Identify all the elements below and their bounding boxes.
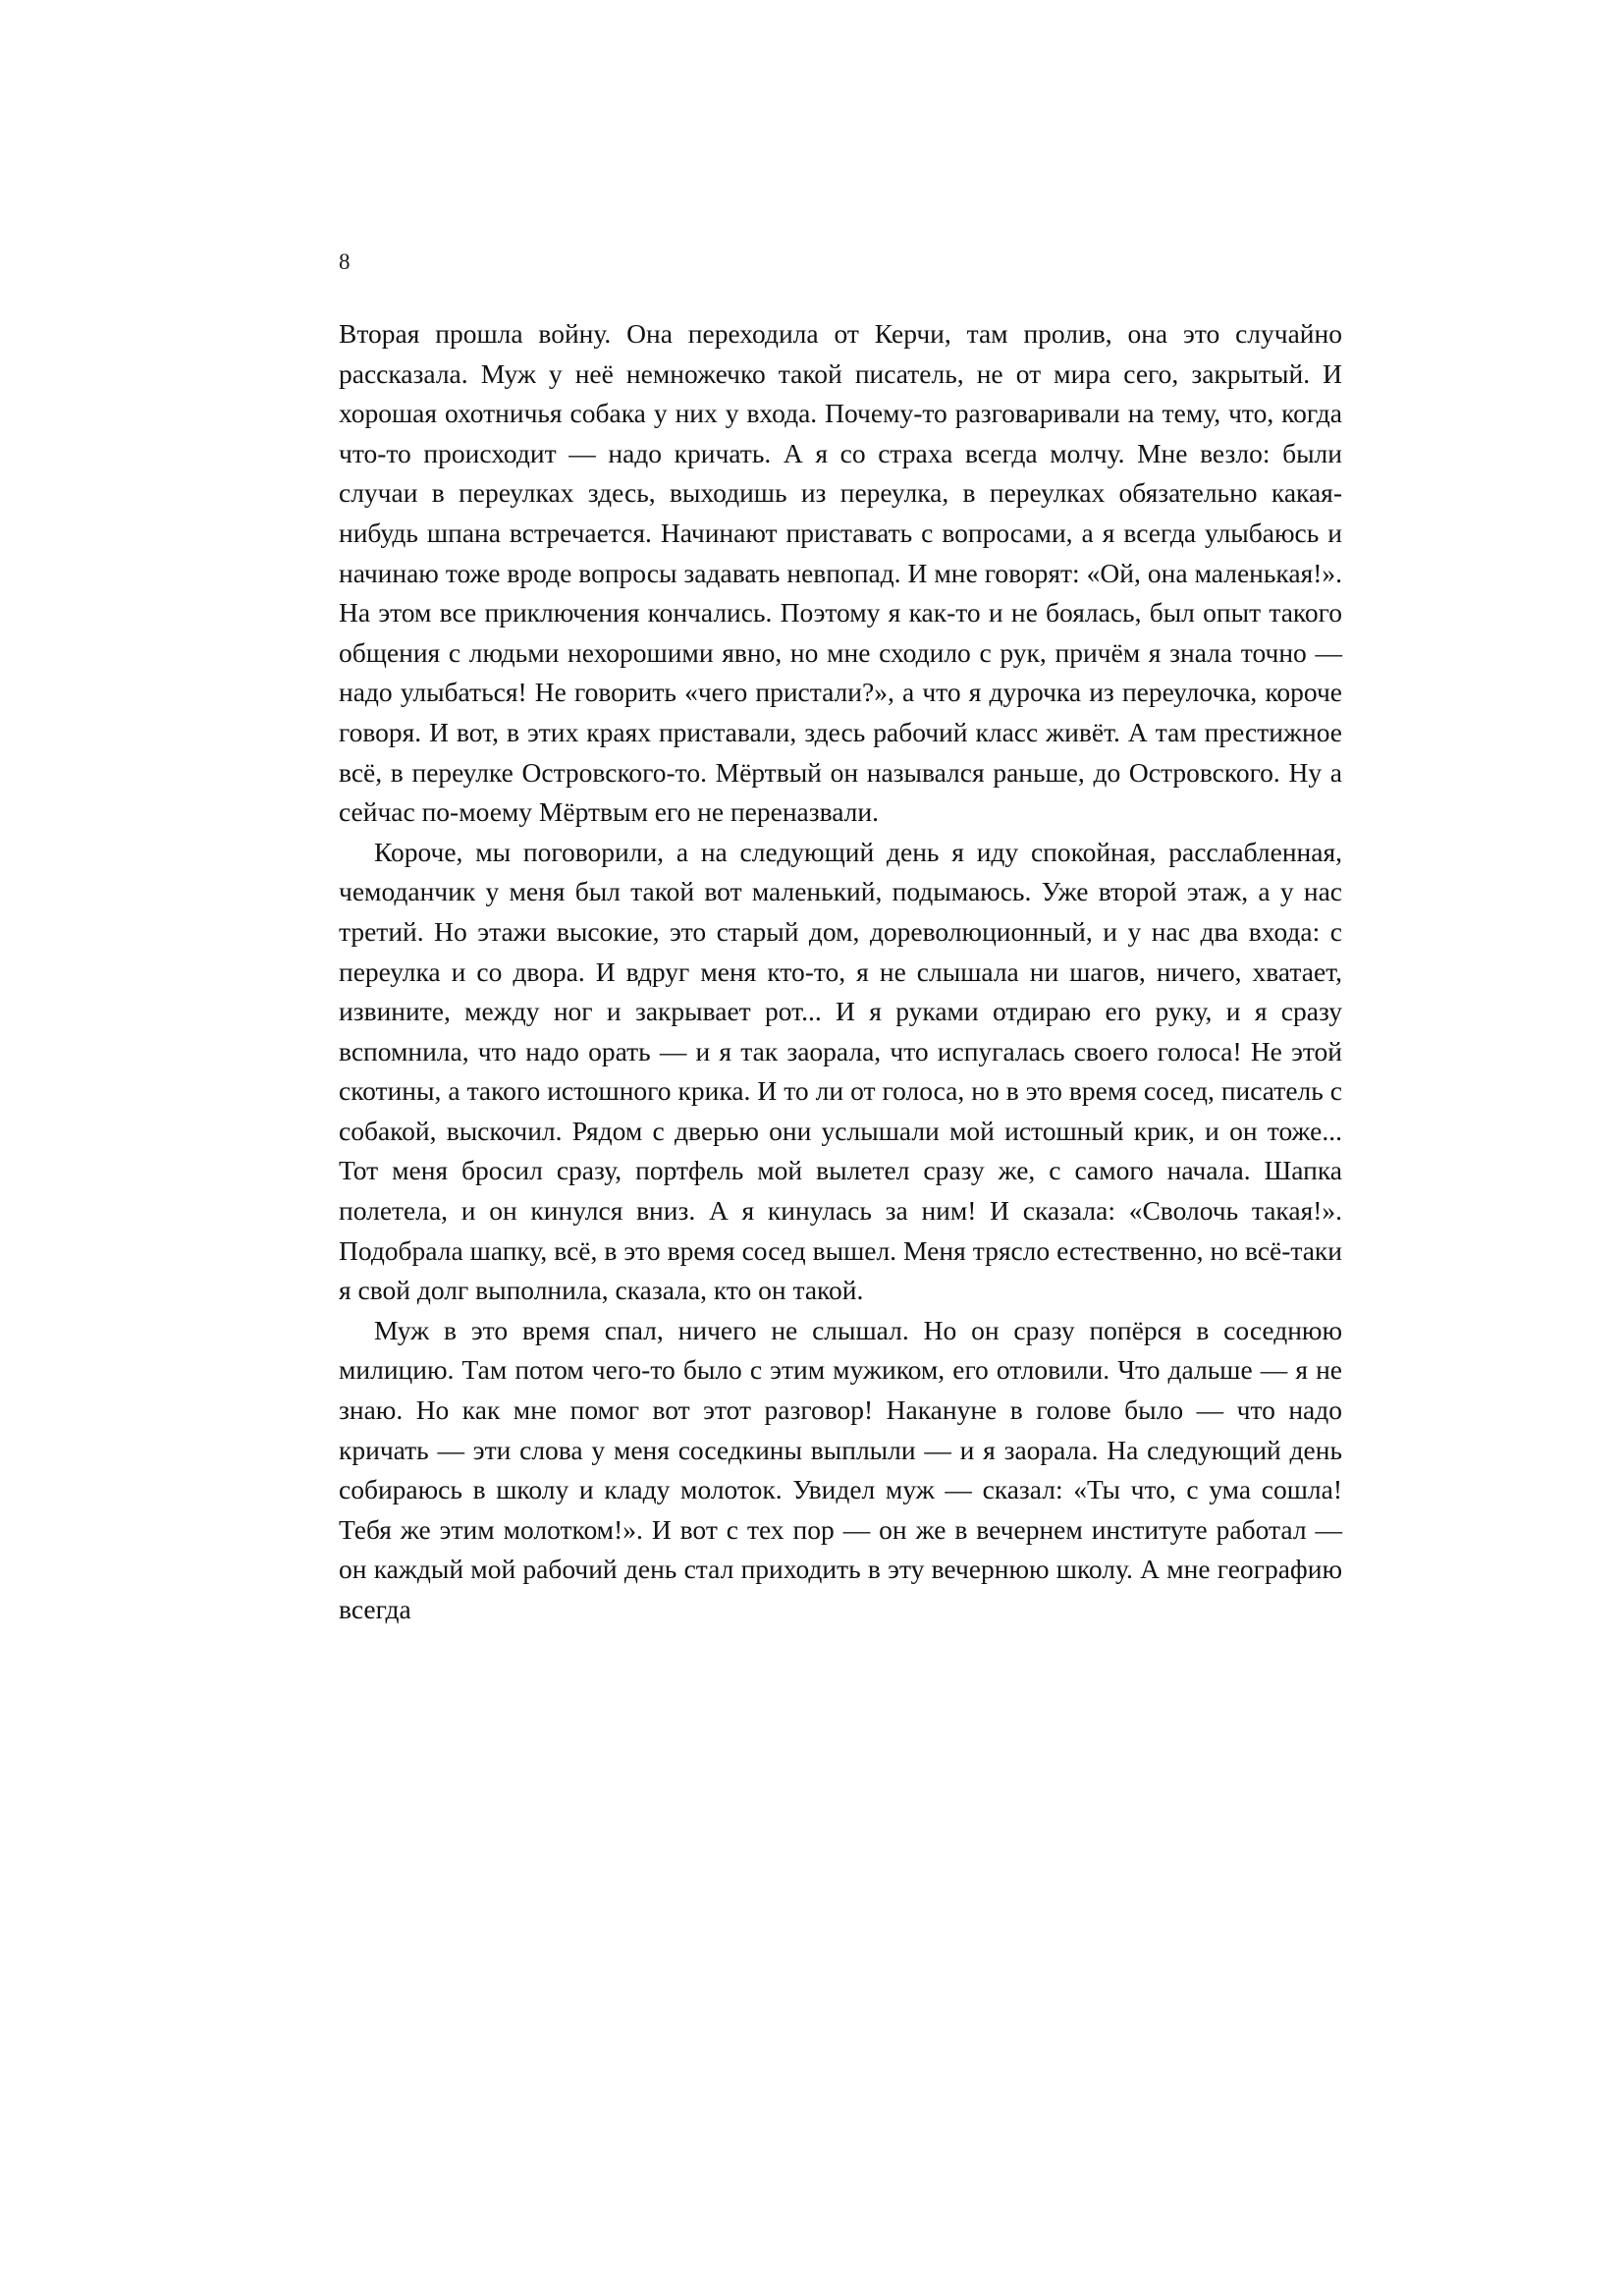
body-text bbox=[339, 314, 1342, 1630]
paragraph: Вторая прошла войну. Она переходила от Керчи, там пролив, она это случайно рассказала. Муж у неё немножечко такой писатель, не от мира сего, закрытый. И хорошая охотничья собака у них у входа. Почему-то разговаривали на тему, что, когда что-то происходит — надо кричать. А я со страха всегда молчу. Мне везло: были случаи в переулках здесь, выходишь из переулка, в переулках обязательно какая-нибудь шпана встречается. Начинают приставать с вопросами, а я всегда улыбаюсь и начинаю тоже вроде вопросы задавать невпопад. И мне говорят: «Ой, она маленькая!». На этом все приключения кончались. Поэтому я как-то и не боялась, был опыт такого общения с людьми нехорошими явно, но мне сходило с рук, причём я знала точно — надо улыбаться! Не говорить «чего пристали?», а что я дурочка из переулочка, короче говоря. И вот, в этих краях приставали, здесь рабочий класс живёт. А там престижное всё, в переулке Островского-то. Мёртвый он назывался раньше, до Островского. Ну а сейчас по-моему Мёртвым его не переназвали. bbox=[339, 318, 1342, 828]
paragraph: Короче, мы поговорили, а на следующий день я иду спокойная, расслабленная, чемоданчик у меня был такой вот маленький, подымаюсь. Уже второй этаж, а у нас третий. Но этажи высокие, это старый дом, дореволюционный, и у нас два входа: с переулка и со двора. И вдруг меня кто-то, я не слышала ни шагов, ничего, хватает, извините, между ног и закрывает рот... И я руками отдираю его руку, и я сразу вспомнила, что надо орать — и я так заорала, что испугалась своего голоса! Не этой скотины, а такого истошного крика. И то ли от голоса, но в это время сосед, писатель с собакой, выскочил. Рядом с дверью они услышали мой истошный крик, и он тоже... Тот меня бросил сразу, портфель мой вылетел сразу же, с самого начала. Шапка полетела, и он кинулся вниз. А я кинулась за ним! И сказала: «Сволочь такая!». Подобрала шапку, всё, в это время сосед вышел. Меня трясло естественно, но всё-таки я свой долг выполнила, сказала, кто он такой. bbox=[339, 836, 1342, 1306]
paragraph: Муж в это время спал, ничего не слышал. Но он сразу попёрся в соседнюю милицию. Там потом чего-то было с этим мужиком, его отловили. Что дальше — я не знаю. Но как мне помог вот этот разговор! Накануне в голове было — что надо кричать — эти слова у меня соседкины выплыли — и я заорала. На следующий день собираюсь в школу и кладу молоток. Увидел муж — сказал: «Ты что, с ума сошла! Тебя же этим молотком!». И вот с тех пор — он же в вечернем институте работал — он каждый мой рабочий день стал приходить в эту вечернюю школу. А мне географию всегда bbox=[339, 1314, 1342, 1624]
page-content bbox=[339, 250, 1342, 1630]
page-number: 8 bbox=[339, 249, 351, 274]
